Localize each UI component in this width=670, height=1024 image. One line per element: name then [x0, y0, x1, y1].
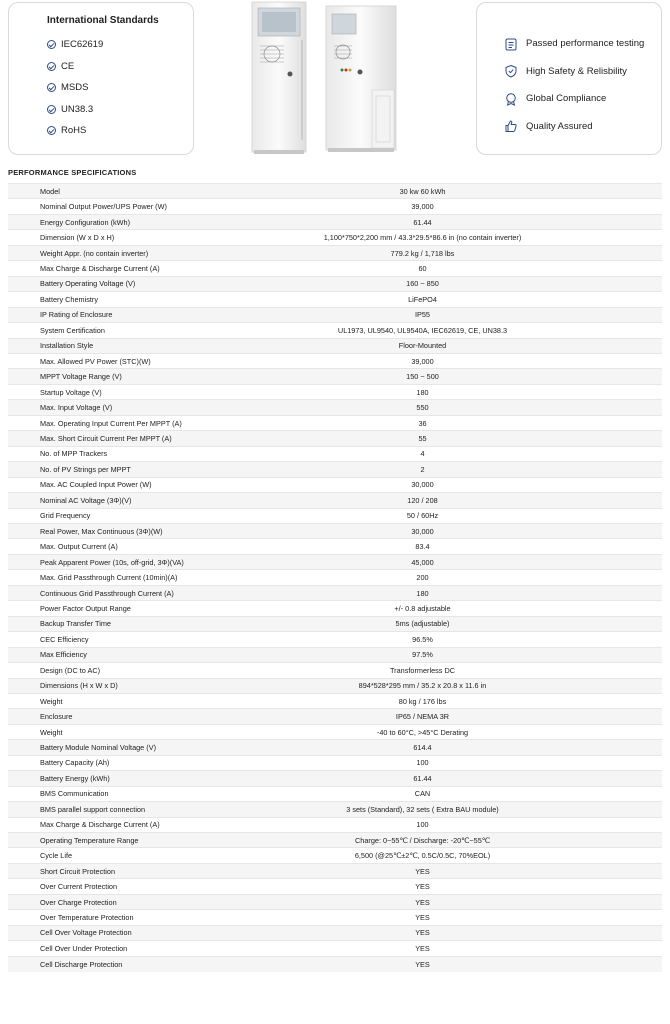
features-card [476, 2, 662, 155]
spec-label: Battery Operating Voltage (V) [8, 276, 283, 291]
spec-value: Floor-Mounted [283, 338, 662, 353]
spec-label: Model [8, 184, 283, 199]
table-row [8, 554, 662, 569]
standard-item: MSDS [47, 77, 193, 99]
spec-label: BMS Communication [8, 786, 283, 801]
spec-value: 45,000 [283, 554, 662, 569]
standards-title: International Standards [47, 15, 159, 26]
table-row [8, 431, 662, 446]
table-row [8, 353, 662, 368]
spec-label: Cell Over Under Protection [8, 941, 283, 956]
table-row [8, 400, 662, 415]
spec-label: Grid Frequency [8, 508, 283, 523]
spec-value: 61.44 [283, 214, 662, 229]
check-circle-icon [47, 62, 56, 71]
spec-label: Max Efficiency [8, 647, 283, 662]
table-row [8, 863, 662, 878]
check-circle-icon [47, 126, 56, 135]
spec-value: 55 [283, 431, 662, 446]
spec-value: 120 / 208 [283, 493, 662, 508]
table-row [8, 693, 662, 708]
spec-value: 100 [283, 817, 662, 832]
section-title: PERFORMANCE SPECIFICATIONS [8, 168, 137, 177]
spec-label: Enclosure [8, 709, 283, 724]
table-row [8, 493, 662, 508]
spec-label: Installation Style [8, 338, 283, 353]
spec-label: Startup Voltage (V) [8, 384, 283, 399]
award-badge-icon [504, 92, 518, 106]
table-row [8, 292, 662, 307]
spec-label: Max. Short Circuit Current Per MPPT (A) [8, 431, 283, 446]
spec-value: YES [283, 925, 662, 940]
table-row [8, 338, 662, 353]
spec-value: LiFePO4 [283, 292, 662, 307]
spec-label: Max. AC Coupled Input Power (W) [8, 477, 283, 492]
table-row [8, 570, 662, 585]
spec-value: 550 [283, 400, 662, 415]
table-row [8, 199, 662, 214]
spec-value: 614.4 [283, 740, 662, 755]
spec-value: YES [283, 894, 662, 909]
feature-item: Passed performance testing [504, 30, 661, 58]
spec-value: 779.2 kg / 1,718 lbs [283, 245, 662, 260]
table-row [8, 184, 662, 199]
spec-label: System Certification [8, 323, 283, 338]
standard-item: UN38.3 [47, 99, 193, 121]
table-row [8, 678, 662, 693]
table-row [8, 446, 662, 461]
spec-label: Backup Transfer Time [8, 616, 283, 631]
table-row [8, 307, 662, 322]
spec-label: Max. Grid Passthrough Current (10min)(A) [8, 570, 283, 585]
standards-list [47, 34, 193, 142]
feature-item: Quality Assured [504, 113, 661, 141]
thumbs-up-icon [504, 119, 518, 133]
table-row [8, 369, 662, 384]
shield-check-icon [504, 64, 518, 78]
spec-value: 30,000 [283, 523, 662, 538]
spec-value: YES [283, 863, 662, 878]
spec-value: 894*528*295 mm / 35.2 x 20.8 x 11.6 in [283, 678, 662, 693]
spec-value: -40 to 60°C, >45°C Derating [283, 724, 662, 739]
spec-label: Over Temperature Protection [8, 910, 283, 925]
spec-value: 2 [283, 462, 662, 477]
spec-label: Weight [8, 693, 283, 708]
table-row [8, 477, 662, 492]
table-row [8, 817, 662, 832]
spec-label: Real Power, Max Continuous (3Φ)(W) [8, 523, 283, 538]
spec-value: 36 [283, 415, 662, 430]
performance-specifications-table [8, 183, 662, 972]
table-row [8, 925, 662, 940]
spec-value: YES [283, 910, 662, 925]
table-row [8, 894, 662, 909]
spec-value: 1,100*750*2,200 mm / 43.3*29.5*86.6 in (no contain inverter) [283, 230, 662, 245]
spec-value: 61.44 [283, 771, 662, 786]
spec-label: No. of MPP Trackers [8, 446, 283, 461]
table-row [8, 786, 662, 801]
spec-label: Nominal AC Voltage (3Φ)(V) [8, 493, 283, 508]
check-circle-icon [47, 40, 56, 49]
feature-item: Global Compliance [504, 85, 661, 113]
spec-value: YES [283, 956, 662, 971]
spec-value: 97.5% [283, 647, 662, 662]
spec-label: Power Factor Output Range [8, 601, 283, 616]
spec-label: Nominal Output Power/UPS Power (W) [8, 199, 283, 214]
spec-value: 6,500 (@25℃±2℃, 0.5C/0.5C, 70%EOL) [283, 848, 662, 863]
spec-label: Battery Energy (kWh) [8, 771, 283, 786]
table-row [8, 245, 662, 260]
table-row [8, 508, 662, 523]
table-row [8, 261, 662, 276]
table-row [8, 462, 662, 477]
table-row [8, 214, 662, 229]
spec-label: Battery Capacity (Ah) [8, 755, 283, 770]
spec-value: 180 [283, 585, 662, 600]
spec-value: Transformerless DC [283, 663, 662, 678]
spec-label: Battery Chemistry [8, 292, 283, 307]
spec-value: 3 sets (Standard), 32 sets ( Extra BAU module) [283, 802, 662, 817]
spec-label: Cell Discharge Protection [8, 956, 283, 971]
standard-item: RoHS [47, 120, 193, 142]
spec-label: Max. Operating Input Current Per MPPT (A) [8, 415, 283, 430]
table-row [8, 956, 662, 971]
spec-label: Over Charge Protection [8, 894, 283, 909]
spec-label: Max. Input Voltage (V) [8, 400, 283, 415]
spec-label: Continuous Grid Passthrough Current (A) [8, 585, 283, 600]
spec-value: UL1973, UL9540, UL9540A, IEC62619, CE, UN38.3 [283, 323, 662, 338]
spec-label: Battery Module Nominal Voltage (V) [8, 740, 283, 755]
table-row [8, 879, 662, 894]
spec-value: 83.4 [283, 539, 662, 554]
spec-label: Max Charge & Discharge Current (A) [8, 817, 283, 832]
spec-value: IP65 / NEMA 3R [283, 709, 662, 724]
spec-value: 50 / 60Hz [283, 508, 662, 523]
spec-label: Max Charge & Discharge Current (A) [8, 261, 283, 276]
spec-label: CEC Efficiency [8, 632, 283, 647]
spec-label: Short Circuit Protection [8, 863, 283, 878]
table-row [8, 601, 662, 616]
table-row [8, 276, 662, 291]
table-row [8, 523, 662, 538]
table-row [8, 230, 662, 245]
spec-label: Cycle Life [8, 848, 283, 863]
spec-value: 80 kg / 176 lbs [283, 693, 662, 708]
table-row [8, 585, 662, 600]
spec-label: Max. Output Current (A) [8, 539, 283, 554]
battery-cabinet-product-image [246, 0, 414, 160]
spec-value: 160 ~ 850 [283, 276, 662, 291]
spec-value: 180 [283, 384, 662, 399]
spec-label: Energy Configuration (kWh) [8, 214, 283, 229]
spec-value: 30,000 [283, 477, 662, 492]
spec-value: 5ms (adjustable) [283, 616, 662, 631]
table-row [8, 802, 662, 817]
table-row [8, 755, 662, 770]
table-row [8, 709, 662, 724]
table-row [8, 647, 662, 662]
spec-value: 39,000 [283, 353, 662, 368]
spec-value: 150 ~ 500 [283, 369, 662, 384]
spec-label: BMS parallel support connection [8, 802, 283, 817]
table-row [8, 323, 662, 338]
spec-value: YES [283, 941, 662, 956]
spec-value: 60 [283, 261, 662, 276]
standard-item: IEC62619 [47, 34, 193, 56]
table-row [8, 740, 662, 755]
spec-value: 96.5% [283, 632, 662, 647]
table-row [8, 771, 662, 786]
check-circle-icon [47, 83, 56, 92]
spec-label: Design (DC to AC) [8, 663, 283, 678]
spec-label: MPPT Voltage Range (V) [8, 369, 283, 384]
table-row [8, 616, 662, 631]
table-row [8, 632, 662, 647]
spec-label: Weight [8, 724, 283, 739]
spec-value: 4 [283, 446, 662, 461]
spec-label: Weight Appr. (no contain inverter) [8, 245, 283, 260]
table-row [8, 539, 662, 554]
spec-label: IP Rating of Enclosure [8, 307, 283, 322]
spec-value: YES [283, 879, 662, 894]
spec-value: IP55 [283, 307, 662, 322]
spec-label: Over Current Protection [8, 879, 283, 894]
spec-value: CAN [283, 786, 662, 801]
spec-value: 100 [283, 755, 662, 770]
feature-item: High Safety & Relisbility [504, 58, 661, 86]
spec-value: +/- 0.8 adjustable [283, 601, 662, 616]
table-row [8, 384, 662, 399]
table-row [8, 833, 662, 848]
spec-label: Dimension (W x D x H) [8, 230, 283, 245]
spec-label: Operating Temperature Range [8, 833, 283, 848]
table-row [8, 415, 662, 430]
spec-label: Peak Apparent Power (10s, off-grid, 3Φ)(VA) [8, 554, 283, 569]
table-row [8, 724, 662, 739]
table-row [8, 941, 662, 956]
spec-value: 30 kw 60 kWh [283, 184, 662, 199]
spec-label: Dimensions (H x W x D) [8, 678, 283, 693]
table-row [8, 663, 662, 678]
table-row [8, 848, 662, 863]
standard-item: CE [47, 56, 193, 78]
spec-value: 200 [283, 570, 662, 585]
check-circle-icon [47, 105, 56, 114]
table-row [8, 910, 662, 925]
spec-label: No. of PV Strings per MPPT [8, 462, 283, 477]
spec-label: Max. Allowed PV Power (STC)(W) [8, 353, 283, 368]
spec-value: Charge: 0~55℃ / Discharge: -20℃~55℃ [283, 833, 662, 848]
spec-label: Cell Over Voltage Protection [8, 925, 283, 940]
clipboard-check-icon [504, 37, 518, 51]
spec-value: 39,000 [283, 199, 662, 214]
international-standards-card [8, 2, 194, 155]
